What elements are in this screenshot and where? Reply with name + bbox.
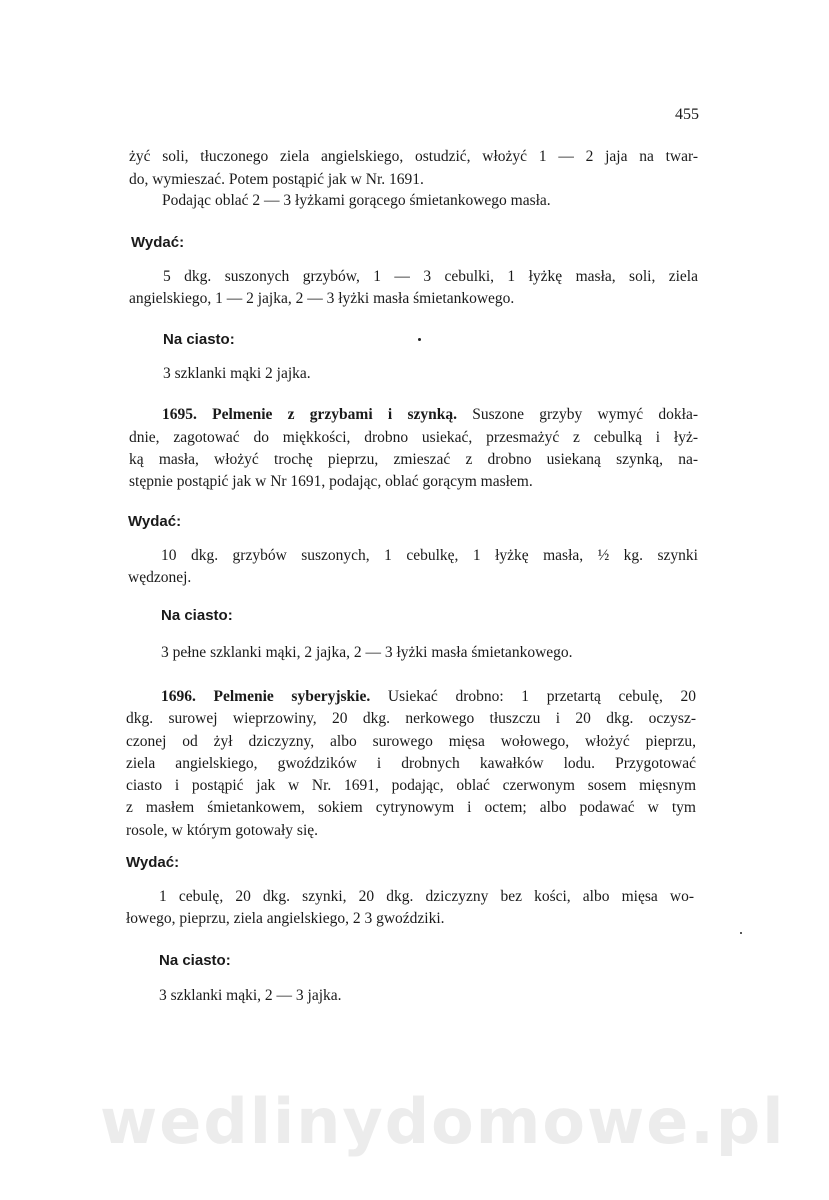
section-heading-wydac: Wydać:: [126, 854, 180, 871]
paragraph-line: stępnie postąpić jak w Nr 1691, podając, oblać gorącym masłem.: [129, 473, 533, 490]
paragraph-line: do, wymieszać. Potem postąpić jak w Nr. 1691.: [129, 171, 424, 188]
recipe-title-line: [162, 404, 698, 426]
dough-line: 3 szklanki mąki 2 jajka.: [163, 365, 311, 382]
paragraph-line: żyć soli, tłuczonego ziela angielskiego, ostudzić, włożyć 1 — 2 jaja na twar-: [129, 148, 698, 165]
recipe-number: 1695.: [162, 406, 197, 423]
paragraph-line: ziela angielskiego, gwoździków i drobnych kawałków lodu. Przygotować: [126, 755, 696, 772]
ingredients-line: 1 cebulę, 20 dkg. szynki, 20 dkg. dziczyzny bez kości, albo mięsa wo-: [159, 888, 694, 905]
paragraph-line: dkg. surowej wieprzowiny, 20 dkg. nerkowego tłuszczu i 20 dkg. oczysz-: [126, 710, 696, 727]
ingredients-line: angielskiego, 1 — 2 jajka, 2 — 3 łyżki masła śmietankowego.: [129, 290, 515, 307]
ingredients-line: wędzonej.: [128, 569, 192, 586]
section-heading-na-ciasto: Na ciasto:: [161, 607, 233, 624]
paragraph-line: ciasto i postąpić jak w Nr. 1691, podając, oblać czerwonym sosem mięsnym: [126, 777, 696, 794]
recipe-title: Pelmenie syberyjskie.: [213, 688, 371, 705]
paragraph-line: dnie, zagotować do miękkości, drobno usiekać, przesmażyć z cebulką i łyż-: [129, 429, 698, 446]
ingredients-line: łowego, pieprzu, ziela angielskiego, 2 3 gwoździki.: [126, 910, 445, 927]
section-heading-wydac: Wydać:: [131, 234, 185, 251]
section-heading-na-ciasto: Na ciasto:: [163, 331, 235, 348]
paragraph-line: z masłem śmietankowem, sokiem cytrynowym i octem; albo podawać w tym: [126, 799, 696, 816]
page-number: 455: [675, 106, 699, 123]
paragraph-line: ką masła, włożyć trochę pieprzu, zmieszać z drobno usiekaną szynką, na-: [129, 451, 698, 468]
recipe-title: Pelmenie z grzybami i szynką.: [212, 406, 458, 423]
print-speck: [740, 932, 742, 934]
ingredients-line: 10 dkg. grzybów suszonych, 1 cebulkę, 1 łyżkę masła, ½ kg. szynki: [161, 547, 698, 564]
paragraph-line: Podając oblać 2 — 3 łyżkami gorącego śmietankowego masła.: [162, 192, 551, 209]
recipe-text: Usiekać drobno: 1 przetartą cebulę, 20: [387, 688, 697, 705]
recipe-title-line: [161, 686, 696, 708]
print-speck: [418, 338, 421, 341]
recipe-text: Suszone grzyby wymyć dokła-: [472, 406, 698, 423]
recipe-number: 1696.: [161, 688, 196, 705]
section-heading-wydac: Wydać:: [128, 513, 182, 530]
paragraph-line: rosole, w którym gotowały się.: [126, 822, 319, 839]
watermark: wedlinydomowe.pl: [100, 1085, 786, 1158]
dough-line: 3 szklanki mąki, 2 — 3 jajka.: [159, 987, 342, 1004]
dough-line: 3 pełne szklanki mąki, 2 jajka, 2 — 3 łyżki masła śmietankowego.: [161, 644, 573, 661]
ingredients-line: 5 dkg. suszonych grzybów, 1 — 3 cebulki, 1 łyżkę masła, soli, ziela: [163, 268, 698, 285]
section-heading-na-ciasto: Na ciasto:: [159, 952, 231, 969]
paragraph-line: czonej od żył dziczyzny, albo surowego mięsa wołowego, włożyć pieprzu,: [126, 733, 696, 750]
